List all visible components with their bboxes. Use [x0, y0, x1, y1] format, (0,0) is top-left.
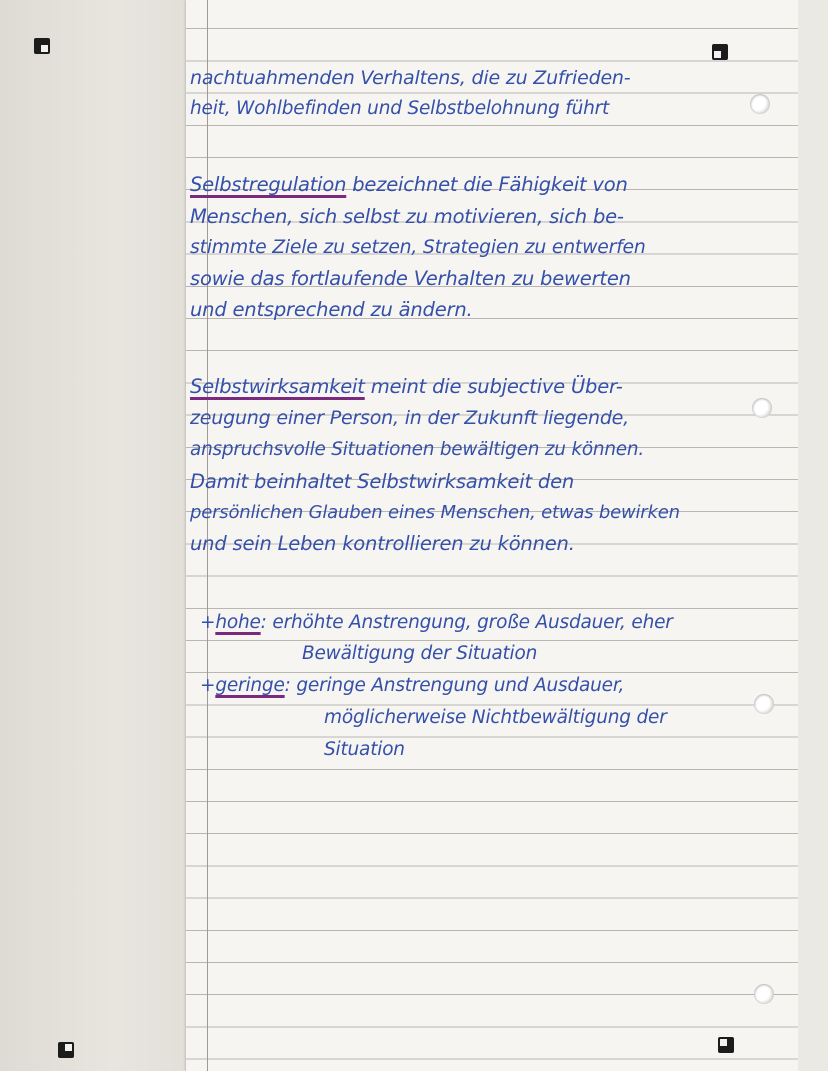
corner-marker-bottom-left: [58, 1042, 74, 1058]
background-sheet: [0, 0, 190, 1071]
term-hohe: hohe: [215, 612, 261, 633]
note-line: heit, Wohlbefinden und Selbstbelohnung führt: [190, 98, 610, 119]
note-line: stimmte Ziele zu setzen, Strategien zu entwerfen: [190, 237, 646, 258]
corner-marker-bottom-right: [718, 1037, 734, 1053]
hohe-line: +hohe: erhöhte Anstrengung, große Ausdauer, eher: [200, 612, 673, 633]
punch-hole: [750, 94, 770, 114]
note-line: Situation: [324, 739, 405, 760]
note-line: zeugung einer Person, in der Zukunft liegende,: [190, 407, 630, 429]
punch-hole: [754, 984, 774, 1004]
note-line: sowie das fortlaufende Verhalten zu bewerten: [190, 267, 631, 290]
note-line: Damit beinhaltet Selbstwirksamkeit den: [190, 470, 575, 493]
term-selbstregulation: Selbstregulation: [190, 173, 347, 196]
term-geringe: geringe: [215, 675, 285, 696]
note-line: und sein Leben kontrollieren zu können.: [190, 532, 575, 555]
punch-hole: [752, 398, 772, 418]
punch-hole: [754, 694, 774, 714]
note-line: möglicherweise Nichtbewältigung der: [324, 707, 667, 728]
note-line: Menschen, sich selbst zu motivieren, sich be-: [190, 205, 624, 228]
term-selbstwirksamkeit: Selbstwirksamkeit: [190, 375, 365, 398]
selbstregulation-line: Selbstregulation bezeichnet die Fähigkeit von: [190, 173, 628, 196]
note-line: nachtuahmenden Verhaltens, die zu Zufrieden-: [190, 67, 631, 89]
note-line: und entsprechend zu ändern.: [190, 298, 473, 321]
paper-right-edge: [798, 0, 828, 1071]
corner-marker-top-left: [34, 38, 50, 54]
corner-marker-top-right: [712, 44, 728, 60]
geringe-line: +geringe: geringe Anstrengung und Ausdauer,: [200, 675, 625, 696]
note-line: anspruchsvolle Situationen bewältigen zu können.: [190, 439, 645, 460]
note-line: Bewältigung der Situation: [302, 643, 538, 664]
note-line: persönlichen Glauben eines Menschen, etwas bewirken: [190, 502, 680, 523]
selbstwirksamkeit-line: Selbstwirksamkeit meint die subjective Über-: [190, 375, 623, 398]
